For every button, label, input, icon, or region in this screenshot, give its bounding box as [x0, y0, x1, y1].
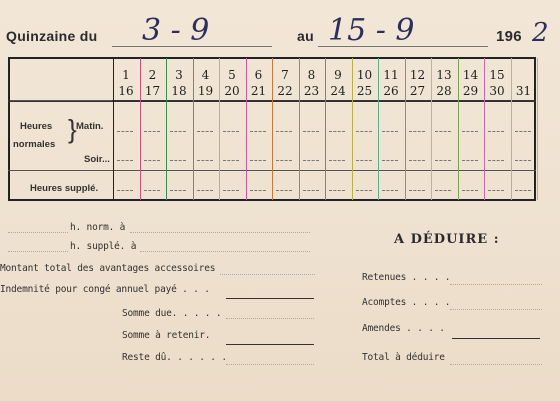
header-mid: au — [297, 28, 314, 44]
year-prefix: 196 — [496, 28, 522, 45]
row-label-supple: Heures supplé. — [30, 183, 99, 194]
entry-cell-mark — [117, 131, 133, 132]
entry-cell-mark — [382, 160, 398, 161]
label-reste-du: Reste dû. . . . . . — [122, 352, 227, 363]
day-number-top: 10 — [356, 68, 373, 82]
entry-cell-mark — [170, 190, 186, 191]
entry-cell-mark — [488, 131, 504, 132]
label-amendes: Amendes . . . . — [362, 323, 445, 334]
day-number-bottom: 31 — [515, 84, 532, 98]
reste-du-line — [226, 364, 314, 365]
amendes-line — [452, 338, 540, 339]
entry-cell-mark — [462, 131, 478, 132]
column-divider — [537, 58, 538, 200]
h-norm-line-b — [130, 232, 310, 233]
entry-cell-mark — [435, 131, 451, 132]
somme-retenir-line — [226, 344, 314, 345]
h-norm-line-a — [8, 232, 68, 233]
entry-cell-mark — [435, 160, 451, 161]
row-label-normales: normales — [13, 139, 56, 150]
entry-cell-mark — [515, 131, 531, 132]
day-number-bottom: 16 — [118, 84, 134, 98]
retenues-line — [450, 284, 542, 285]
entry-cell-mark — [223, 190, 239, 191]
entry-cell-mark — [462, 160, 478, 161]
entry-cell-mark — [382, 190, 398, 191]
indemnite-line — [226, 298, 314, 299]
day-number-bottom: 30 — [489, 84, 505, 98]
day-number-top: 11 — [383, 68, 399, 82]
day-number-top: 2 — [148, 68, 157, 82]
day-number-bottom: 27 — [409, 84, 426, 98]
day-number-bottom: 29 — [462, 84, 479, 98]
day-number-top: 9 — [334, 68, 342, 82]
entry-cell-mark — [329, 190, 345, 191]
entry-cell-mark — [197, 190, 213, 191]
day-number-top: 4 — [201, 68, 210, 82]
entry-cell-mark — [356, 160, 372, 161]
entry-cell-mark — [409, 160, 425, 161]
column-divider — [511, 58, 512, 200]
entry-cell-mark — [170, 160, 186, 161]
day-number-top: 3 — [175, 68, 183, 82]
h-supple-line-a — [8, 251, 68, 252]
entry-cell-mark — [223, 160, 239, 161]
day-number-bottom: 23 — [303, 84, 320, 98]
entry-cell-mark — [329, 160, 345, 161]
entry-cell-mark — [329, 131, 345, 132]
entry-cell-mark — [515, 190, 531, 191]
entry-cell-mark — [488, 190, 504, 191]
day-number-bottom: 26 — [383, 84, 399, 98]
label-indemnite: Indemnité pour congé annuel payé . . . — [0, 284, 210, 295]
day-number-top: 14 — [462, 68, 479, 82]
label-h-norm: h. norm. à — [70, 222, 126, 233]
day-number-bottom: 19 — [197, 84, 214, 98]
entry-cell-mark — [250, 190, 266, 191]
grid-left-rule — [10, 100, 112, 101]
entry-cell-mark — [117, 190, 133, 191]
day-number-bottom: 20 — [224, 84, 240, 98]
entry-cell-mark — [197, 160, 213, 161]
day-number-top: 5 — [228, 68, 236, 82]
day-number-bottom: 28 — [436, 84, 452, 98]
entry-cell-mark — [144, 131, 160, 132]
day-number-bottom: 17 — [144, 84, 161, 98]
day-number-bottom: 24 — [330, 84, 346, 98]
entry-cell-mark — [223, 131, 239, 132]
label-somme-due: Somme due. . . . . — [122, 308, 222, 319]
entry-cell-mark — [250, 160, 266, 161]
entry-cell-mark — [488, 160, 504, 161]
day-number-bottom: 18 — [171, 84, 187, 98]
day-number-top: 13 — [436, 68, 452, 82]
entry-cell-mark — [356, 131, 372, 132]
day-number-top: 15 — [489, 68, 505, 82]
row-label-soir: Soir... — [84, 154, 110, 165]
label-retenues: Retenues . . . . — [362, 272, 451, 283]
entry-cell-mark — [197, 131, 213, 132]
entry-cell-mark — [250, 131, 266, 132]
entry-cell-mark — [409, 190, 425, 191]
day-number-bottom: 25 — [356, 84, 373, 98]
deduire-title: A DÉDUIRE : — [394, 232, 500, 247]
label-acomptes: Acomptes . . . . — [362, 297, 451, 308]
entry-cell-mark — [170, 131, 186, 132]
from-date-handwritten: 3 - 9 — [142, 13, 210, 48]
entry-cell-mark — [515, 160, 531, 161]
row-label-matin: Matin. — [76, 121, 104, 132]
entry-cell-mark — [462, 190, 478, 191]
row-brace: } — [68, 114, 77, 144]
row-label-heures: Heures — [20, 121, 53, 132]
entry-cell-mark — [276, 160, 292, 161]
entry-cell-mark — [409, 131, 425, 132]
entry-cell-mark — [276, 190, 292, 191]
day-number-top: 12 — [409, 68, 426, 82]
entry-cell-mark — [303, 131, 319, 132]
entry-cell-mark — [435, 190, 451, 191]
somme-due-line — [226, 318, 314, 319]
acomptes-line — [450, 309, 542, 310]
label-total: Total à déduire — [362, 352, 445, 363]
h-supple-line-b — [140, 251, 310, 252]
day-number-top: 8 — [307, 68, 316, 82]
label-montant: Montant total des avantages accessoires — [0, 263, 216, 274]
entry-cell-mark — [356, 190, 372, 191]
entry-cell-mark — [276, 131, 292, 132]
day-number-bottom: 22 — [277, 84, 293, 98]
day-number-top: 7 — [281, 68, 289, 82]
entry-cell-mark — [144, 160, 160, 161]
montant-line — [220, 274, 315, 275]
label-somme-retenir: Somme à retenir. — [122, 330, 211, 341]
to-date-handwritten: 15 - 9 — [328, 13, 415, 48]
day-number-top: 1 — [122, 68, 130, 82]
label-h-supple: h. supplé. à — [70, 241, 137, 252]
entry-cell-mark — [303, 190, 319, 191]
year-handwritten: 2 — [532, 18, 549, 48]
entry-cell-mark — [117, 160, 133, 161]
header-prefix: Quinzaine du — [6, 28, 98, 44]
day-number-bottom: 21 — [250, 84, 267, 98]
entry-cell-mark — [144, 190, 160, 191]
entry-cell-mark — [303, 160, 319, 161]
day-number-top: 6 — [254, 68, 263, 82]
entry-cell-mark — [382, 131, 398, 132]
total-line — [450, 364, 542, 365]
